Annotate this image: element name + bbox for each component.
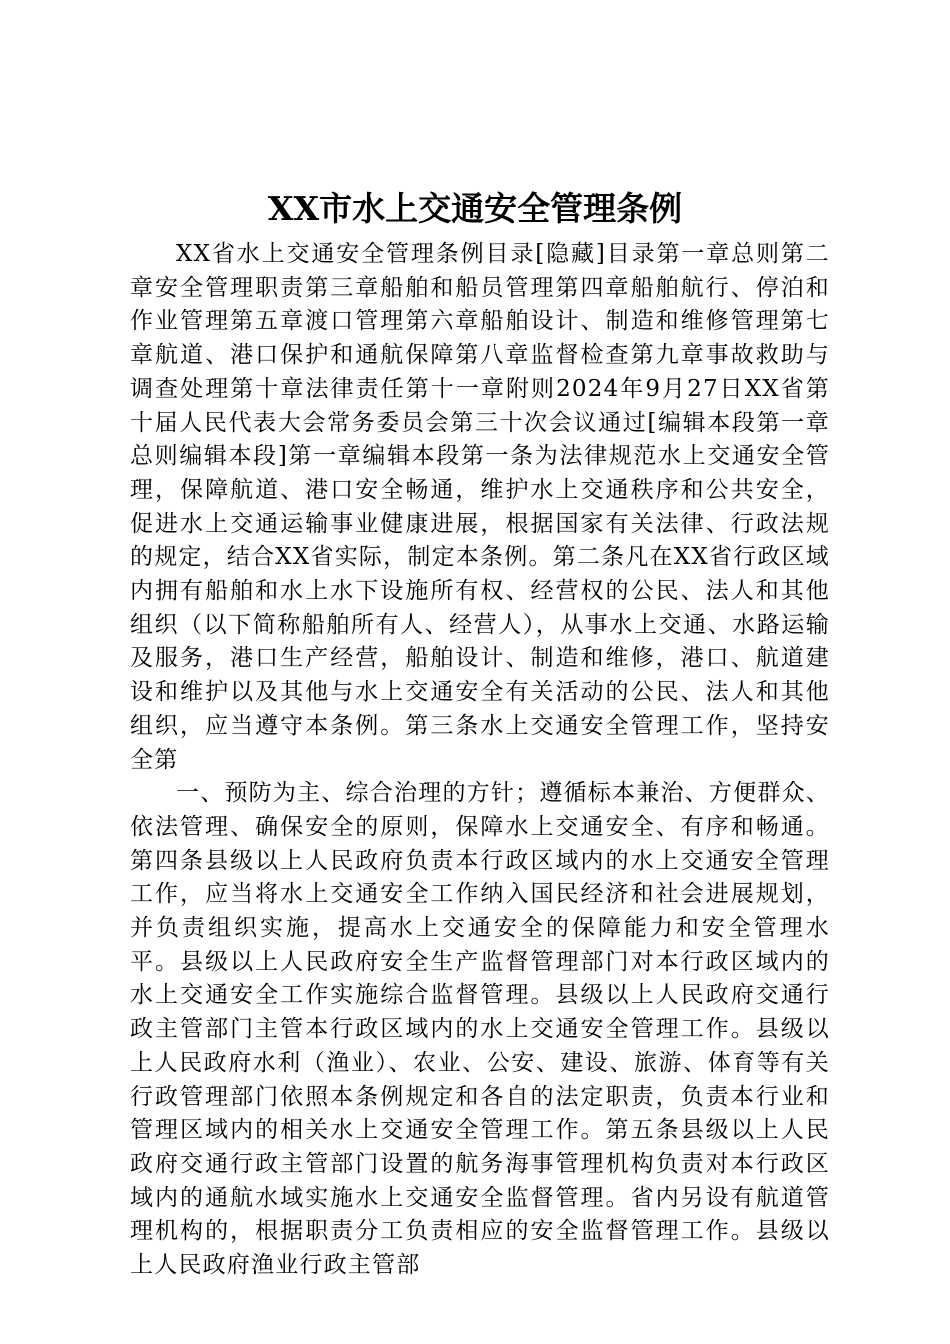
body-paragraph: 一、预防为主、综合治理的方针；遵循标本兼治、方便群众、依法管理、确保安全的原则，保障水上交通安全、有序和畅通。第四条县级以上人民政府负责本行政区域内的水上交通安全管理工作，应当将水上交通安全工作纳入国民经济和社会进展规划，并负责组织实施，提高水上交通安全的保障能力和安全管理水平。县级以上人民政府安全生产监督管理部门对本行政区域内的水上交通安全工作实施综合监督管理。县级以上人民政府交通行政主管部门主管本行政区域内的水上交通安全管理工作。县级以上人民政府水利（渔业）、农业、公安、建设、旅游、体育等有关行政管理部门依照本条例规定和各自的法定职责，负责本行业和管理区域内的相关水上交通安全管理工作。第五条县级以上人民政府交通行政主管部门设置的航务海事管理机构负责对本行政区域内的通航水域实施水上交通安全监督管理。省内另设有航道管理机构的，根据职责分工负责相应的安全监督管理工作。县级以上人民政府渔业行政主管部 <box>130 780 830 1279</box>
body-paragraph: XX省水上交通安全管理条例目录[隐藏]目录第一章总则第二章安全管理职责第三章船舶和船员管理第四章船舶航行、停泊和作业管理第五章渡口管理第六章船舶设计、制造和维修管理第七章航道、港口保护和通航保障第八章监督检查第九章事故救助与调查处理第十章法律责任第十一章附则2024年9月27日XX省第十届人民代表大会常务委员会第三十次会议通过[编辑本段第一章总则编辑本段]第一章编辑本段第一条为法律规范水上交通安全管理，保障航道、港口安全畅通，维护水上交通秩序和公共安全，促进水上交通运输事业健康进展，根据国家有关法律、行政法规的规定，结合XX省实际，制定本条例。第二条凡在XX省行政区域内拥有船舶和水上水下设施所有权、经营权的公民、法人和其他组织（以下简称船舶所有人、经营人），从事水上交通、水路运输及服务，港口生产经营，船舶设计、制造和维修，港口、航道建设和维护以及其他与水上交通安全有关活动的公民、法人和其他组织，应当遵守本条例。第三条水上交通安全管理工作，坚持安全第 <box>130 241 830 773</box>
document-title: XX市水上交通安全管理条例 <box>267 189 683 228</box>
document-body <box>130 238 830 1283</box>
